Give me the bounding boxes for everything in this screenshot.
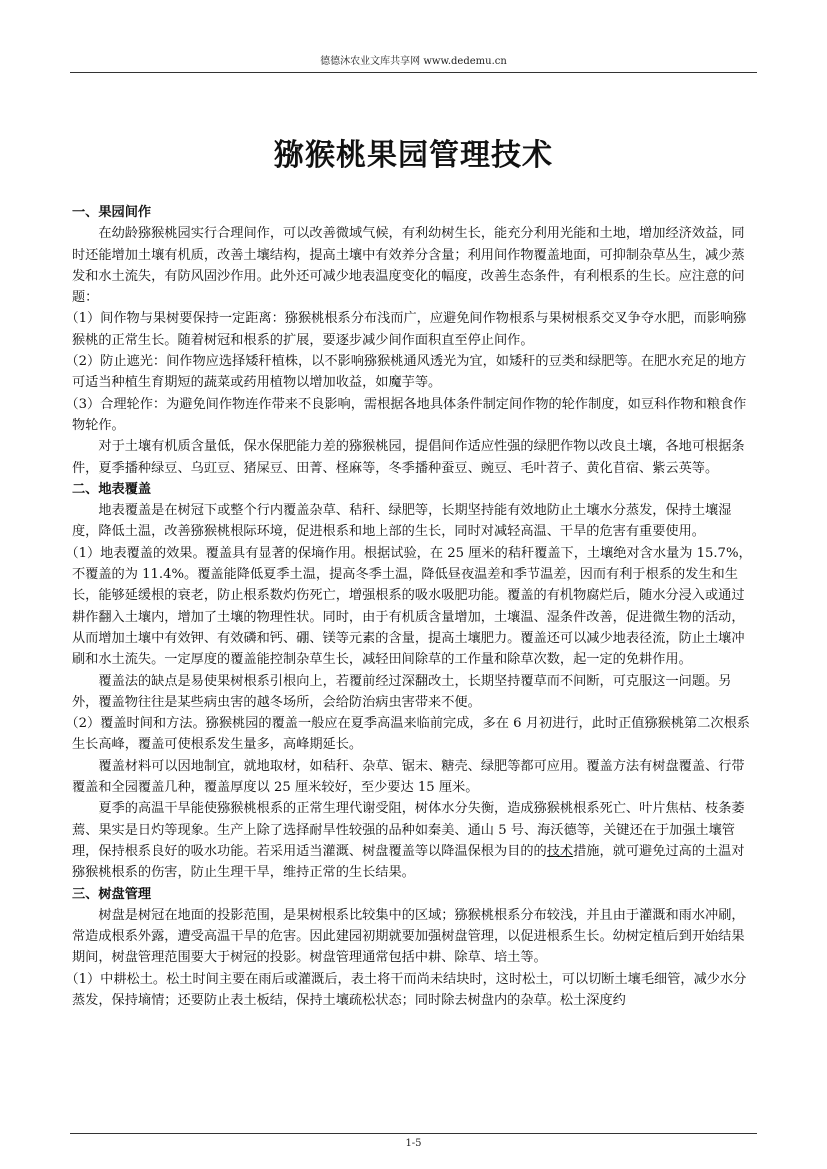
page-title: 猕猴桃果园管理技术 xyxy=(274,138,553,173)
numbered-paragraph: （1）间作物与果树要保持一定距离：猕猴桃根系分布浅而广，应避免间作物根系与果树根系交叉争夺水肥，而影响猕猴桃的正常生长。随着树冠和根系的扩展，要逐步减少间作面积直至停止间作。 xyxy=(65,311,747,348)
paragraph: 在幼龄猕猴桃园实行合理间作，可以改善微域气候，有利幼树生长，能充分利用光能和土地，增加经济效益，同时还能增加土壤有机质，改善土壤结构，提高土壤中有效养分含量；利用间作物覆盖地面，可抑制杂草丛生，减少蒸发和水土流失，有防风固沙作用。此外还可减少地表温度变化的幅度，改善生态条件，有利根系的生长。应注意的问题： xyxy=(72,226,745,306)
paragraph: 地表覆盖是在树冠下或整个行内覆盖杂草、秸秆、绿肥等，长期坚持能有效地防止土壤水分蒸发，保持土壤湿度，降低土温，改善猕猴桃根际环境，促进根系和地上部的生长，同时对减轻高温、干旱的危害有重要使用。 xyxy=(72,503,732,540)
paragraph-text: 夏季的高温干旱能使猕猴桃根系的正常生理代谢受阻，树体水分失衡，造成猕猴桃根系死亡、叶片焦枯、枝条萎蔫、果实是日灼等现象。生产上除了选择耐旱性较强的品种如秦美、通山 5 号、海沃德等，关键还在于加强土壤管理，保持根系良好的吸水功能。若采用适当灌溉、树盘覆盖等以降温保根为目的的 xyxy=(72,801,745,859)
paragraph xyxy=(72,798,756,883)
paragraph-text: 措施，就可避免过高的土温对猕猴桃根系的伤害，防止生理干旱，维持正常的生长结果。 xyxy=(72,843,745,881)
paragraph: 对于土壤有机质含量低，保水保肥能力差的猕猴桃园，提倡间作适应性强的绿肥作物以改良土壤，各地可根据条件，夏季播种绿豆、乌豇豆、猪屎豆、田菁、柽麻等，冬季播种蚕豆、豌豆、毛叶苕子、黄化苜宿、紫云英等。 xyxy=(72,439,745,476)
numbered-paragraph: （1）地表覆盖的效果。覆盖具有显著的保墒作用。根据试验，在 25 厘米的秸秆覆盖下，土壤绝对含水量为 15.7%，不覆盖的为 11.4%。覆盖能降低夏季土温，提高冬季土温，降低昼夜温差和季节温差，因而有利于根系的发生和生长，能够延缓根的衰老，防止根系数灼伤死亡，增强根系的吸水吸肥功能。覆盖的有机物腐烂后，随水分浸入或通过耕作翻入土壤内，增加了土壤的物理性状。同时，由于有机质含量增加，土壤温、湿条件改善，促进微生物的活动，从而增加土壤中有效钾、有效磷和钙、硼、镁等元素的含量，提高土壤肥力。覆盖还可以减少地表径流，防止土壤冲刷和水土流失。一定厚度的覆盖能控制杂草生长，减轻田间除草的工作量和除草次数，起一定的免耕作用。 xyxy=(65,545,752,668)
section-heading-intercropping: 一、果园间作 xyxy=(72,205,152,220)
header-rule xyxy=(70,72,757,73)
paragraph: 覆盖法的缺点是易使果树根系引根向上，若覆前经过深翻改土，长期坚持覆草而不间断，可克服这一问题。另外，覆盖物往往是某些病虫害的越冬场所，会给防治病虫害带来不便。 xyxy=(72,673,732,710)
numbered-paragraph: （1）中耕松土。松土时间主要在雨后或灌溉后，表土将干而尚未结块时，这时松土，可以切断土壤毛细管，减少水分蒸发，保持墒情；还要防止表土板结，保持土壤疏松状态；同时除去树盘内的杂草。松土深度约 xyxy=(65,971,747,1008)
numbered-paragraph: （2）防止遮光：间作物应选择矮秆植株，以不影响猕猴桃通风透光为宜，如矮秆的豆类和绿肥等。在肥水充足的地方可适当种植生育期短的蔬菜或药用植物以增加收益，如魔芋等。 xyxy=(65,354,747,391)
document-body xyxy=(65,202,756,1011)
section-heading-tree-plate: 三、树盘管理 xyxy=(72,886,152,902)
paragraph: 覆盖材料可以因地制宜，就地取材，如秸秆、杂草、锯末、糖壳、绿肥等都可应用。覆盖方法有树盘覆盖、行带覆盖和全园覆盖几种，覆盖厚度以 25 厘米较好，至少要达 15 厘米。 xyxy=(72,758,745,796)
footer-rule xyxy=(70,1133,757,1134)
header-site: 德德沐农业文库共享网 www.dedemu.cn xyxy=(320,56,507,67)
page-number: 1-5 xyxy=(405,1138,422,1149)
numbered-paragraph: （2）覆盖时间和方法。猕猴桃园的覆盖一般应在夏季高温来临前完成，多在 6 月初进行，此时正值猕猴桃第二次根系生长高峰，覆盖可使根系发生量多，高峰期延长。 xyxy=(65,716,750,753)
paragraph: 树盘是树冠在地面的投影范围，是果树根系比较集中的区域；猕猴桃根系分布较浅，并且由于灌溉和雨水冲刷，常造成根系外露，遭受高温干旱的危害。因此建园初期就要加强树盘管理，以促进根系生长。幼树定植后到开始结果期间，树盘管理范围要大于树冠的投影。树盘管理通常包括中耕、除草、培土等。 xyxy=(72,907,745,966)
numbered-paragraph: （3）合理轮作：为避免间作物连作带来不良影响，需根据各地具体条件制定间作物的轮作制度，如豆科作物和粮食作物轮作。 xyxy=(65,396,747,433)
section-heading-mulching: 二、地表覆盖 xyxy=(72,481,152,497)
technology-link[interactable]: 技术 xyxy=(546,843,574,859)
